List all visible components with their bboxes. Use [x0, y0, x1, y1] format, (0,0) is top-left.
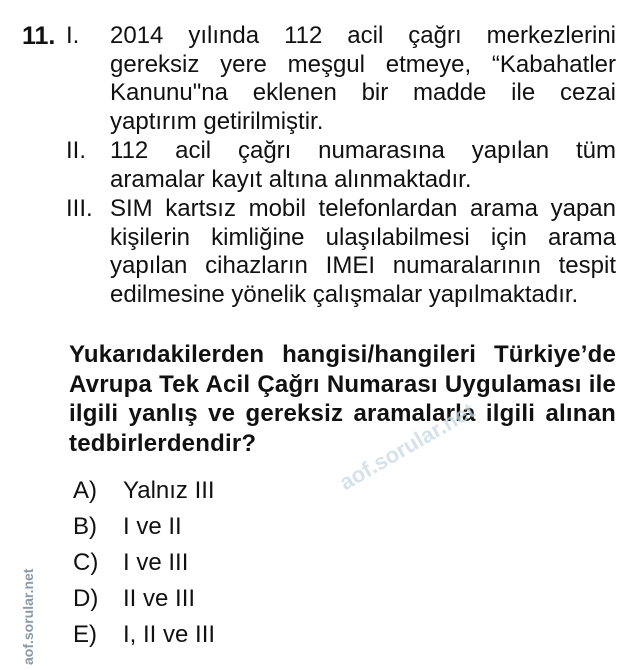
option-letter: B): [73, 513, 97, 540]
statement-1: [66, 22, 616, 136]
option-letter: C): [73, 549, 99, 576]
watermark-side: aof.sorular.net: [20, 568, 36, 665]
question-stem: Yukarıdakilerden hangisi/hangileri Türkiye’de Avrupa Tek Acil Çağrı Numarası Uygulaması ile ilgili yanlış ve gereksiz aramalarla ilgili alınan tedbirlerdendir?: [69, 341, 616, 457]
statement-text: SIM kartsız mobil telefonlardan arama yapan kişilerin kimliğine ulaşılabilmesi için arama yapılan cihazların IMEI numaralarının tespit edilmesine yönelik çalışmalar yapılmaktadır.: [110, 195, 616, 308]
option-e[interactable]: [73, 620, 215, 656]
statement-text: 2014 yılında 112 acil çağrı merkezlerini gereksiz yere meşgul etmeye, “Kabahatler Kanunu"na eklenen bir madde ile cezai yaptırım getirilmiştir.: [110, 22, 616, 135]
statement-text: 112 acil çağrı numarasına yapılan tüm aramalar kayıt altına alınmaktadır.: [110, 137, 616, 193]
statement-numeral: III.: [66, 195, 93, 222]
answer-options: [73, 476, 215, 656]
option-text: II ve III: [123, 585, 196, 612]
question-number: 11.: [22, 22, 56, 50]
option-b[interactable]: [73, 512, 215, 548]
watermark-center: aof.sorular.net: [335, 397, 479, 496]
statement-numeral: I.: [66, 22, 80, 49]
statement-2: [66, 137, 616, 194]
option-text: I, II ve III: [123, 621, 216, 648]
statement-3: [66, 195, 616, 309]
option-text: I ve III: [123, 549, 189, 576]
option-letter: A): [73, 477, 97, 504]
option-c[interactable]: [73, 548, 215, 584]
option-text: I ve II: [123, 513, 182, 540]
option-d[interactable]: [73, 584, 215, 620]
option-a[interactable]: [73, 476, 215, 512]
option-letter: E): [73, 621, 97, 648]
option-text: Yalnız III: [123, 477, 215, 504]
option-letter: D): [73, 585, 99, 612]
statement-numeral: II.: [66, 137, 87, 164]
